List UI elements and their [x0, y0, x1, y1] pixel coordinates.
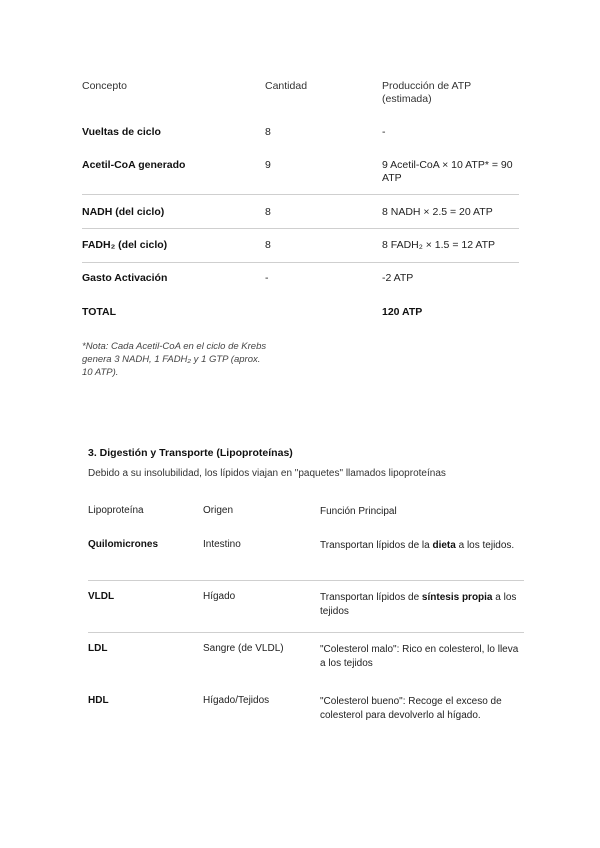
row-divider	[88, 580, 524, 581]
cell-funcion	[320, 643, 524, 671]
cell-produccion: 8 NADH × 2.5 = 20 ATP	[382, 206, 493, 218]
row-divider	[88, 632, 524, 633]
cell-origen: Hígado	[203, 591, 236, 602]
cell-lipoproteina: VLDL	[88, 591, 115, 602]
cell-concepto: Acetil-CoA generado	[82, 159, 186, 171]
cell-cantidad: 8	[265, 206, 271, 218]
cell-produccion: -	[382, 126, 386, 138]
row-divider	[82, 228, 519, 229]
cell-cantidad: 9	[265, 159, 271, 171]
cell-produccion: 8 FADH₂ × 1.5 = 12 ATP	[382, 239, 496, 251]
funcion-text: a los tejidos.	[455, 540, 515, 551]
cell-produccion: -2 ATP	[382, 272, 414, 284]
funcion-emphasis: dieta	[432, 540, 456, 551]
cell-cantidad: 8	[265, 126, 271, 138]
header-lipoproteina: Lipoproteína	[88, 505, 144, 516]
header-funcion: Función Principal	[320, 506, 397, 517]
cell-origen: Sangre (de VLDL)	[203, 643, 284, 654]
cell-produccion: 9 Acetil-CoA × 10 ATP* = 90 ATP	[382, 159, 513, 184]
section-intro: Debido a su insolubilidad, los lípidos viajan en "paquetes" llamados lipoproteínas	[88, 468, 446, 479]
funcion-text: "Colesterol bueno": Recoge el exceso de colesterol para devolverlo al hígado.	[320, 696, 502, 721]
cell-cantidad: -	[265, 272, 269, 284]
cell-concepto: NADH (del ciclo)	[82, 206, 165, 218]
funcion-text: "Colesterol malo": Rico en colesterol, lo lleva a los tejidos	[320, 644, 519, 669]
header-concepto: Concepto	[82, 80, 127, 92]
cell-concepto: Gasto Activación	[82, 272, 168, 284]
cell-funcion	[320, 539, 524, 553]
row-divider	[82, 262, 519, 263]
cell-funcion	[320, 591, 524, 619]
row-divider	[82, 194, 519, 195]
cell-origen: Hígado/Tejidos	[203, 695, 270, 706]
section-title: 3. Digestión y Transporte (Lipoproteínas)	[88, 447, 293, 459]
funcion-text: a los tejidos	[320, 592, 517, 617]
cell-funcion	[320, 695, 524, 723]
header-produccion: Producción de ATP (estimada)	[382, 80, 471, 105]
funcion-text: Transportan lípidos de la	[320, 540, 433, 551]
cell-cantidad: 8	[265, 239, 271, 251]
cell-lipoproteina: Quilomicrones	[88, 539, 159, 550]
header-origen: Origen	[203, 505, 234, 516]
funcion-emphasis: síntesis propia	[421, 592, 493, 603]
funcion-text: Transportan lípidos de	[320, 592, 422, 603]
cell-concepto: Vueltas de ciclo	[82, 126, 161, 138]
footnote: *Nota: Cada Acetil-CoA en el ciclo de Krebs genera 3 NADH, 1 FADH₂ y 1 GTP (aprox. 10 ATP).	[82, 341, 267, 378]
cell-concepto: TOTAL	[82, 306, 117, 318]
cell-produccion: 120 ATP	[382, 306, 423, 318]
cell-lipoproteina: LDL	[88, 643, 108, 654]
header-cantidad: Cantidad	[265, 80, 308, 92]
cell-origen: Intestino	[203, 539, 241, 550]
cell-lipoproteina: HDL	[88, 695, 109, 706]
cell-concepto: FADH₂ (del ciclo)	[82, 239, 168, 251]
